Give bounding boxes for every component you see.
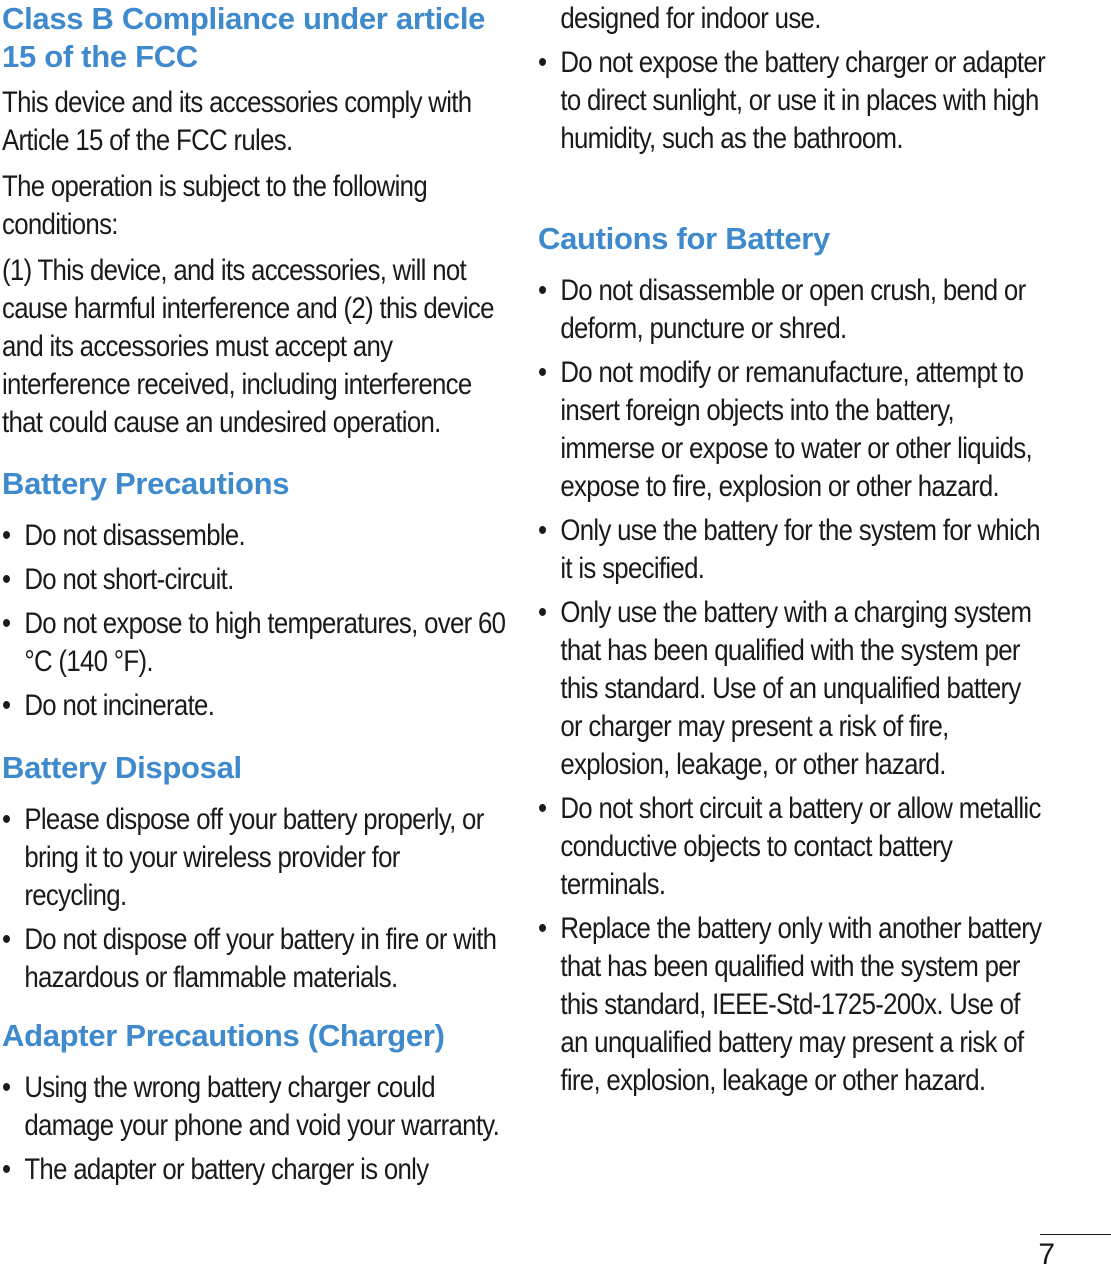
list-item [538,910,1047,1100]
bullet-icon: • [2,689,11,722]
adapter-precautions-list [2,1069,506,1189]
adapter-precautions-section [2,1017,507,1195]
cautions-for-battery-heading: Cautions for Battery [538,221,830,256]
list-item [2,1069,506,1145]
list-item [2,517,506,555]
fcc-heading: Class B Compliance under article 15 of the FCC [2,1,486,74]
list-item-text: Only use the battery with a charging system that has been qualified with the system per this standard. Use of an unqualified battery or charger may present a risk of fire, explosion, leakage, or other hazard. [560,596,1032,781]
fcc-paragraph: The operation is subject to the following conditions: [2,170,428,241]
bullet-icon: • [2,1071,11,1104]
continuation-text: designed for indoor use. [560,2,821,35]
battery-precautions-section [2,465,507,731]
list-item [2,561,506,599]
list-item-text: Only use the battery for the system for which it is specified. [560,514,1040,585]
bullet-icon: • [2,563,11,596]
list-item-text: Do not dispose off your battery in fire or with hazardous or flammable materials. [24,923,497,994]
list-item [538,272,1047,348]
page-number-rule [1040,1234,1111,1235]
list-item-text: The adapter or battery charger is only [24,1153,429,1186]
list-item [538,512,1047,588]
battery-disposal-list [2,801,506,997]
bullet-icon: • [2,803,11,836]
list-item-text: Do not disassemble or open crush, bend or deform, puncture or shred. [560,274,1026,345]
list-item [2,687,506,725]
list-item-text: Replace the battery only with another battery that has been qualified with the system per this standard, IEEE-Std-1725-200x. Use of an unqualified battery may present a risk of fire, explosion, leakage or other hazard. [560,912,1042,1097]
bullet-icon: • [538,274,547,307]
list-item [2,801,506,915]
list-item-text: Do not expose to high temperatures, over 60 °C (140 °F). [24,607,506,678]
cautions-for-battery-section [538,220,1048,1106]
list-item-text: Do not short-circuit. [24,563,234,596]
list-item [2,921,506,997]
list-item-text: Do not short circuit a battery or allow metallic conductive objects to contact battery terminals. [560,792,1041,901]
battery-disposal-heading: Battery Disposal [2,750,242,785]
adapter-precautions-heading: Adapter Precautions (Charger) [2,1018,445,1053]
list-item-text: Using the wrong battery charger could damage your phone and void your warranty. [24,1071,500,1142]
bullet-icon: • [538,792,547,825]
list-item [538,44,1047,158]
fcc-paragraph: (1) This device, and its accessories, will not cause harmful interference and (2) this device and its accessories must accept any interference received, including interference that could cause an undesired operation. [2,254,494,439]
bullet-icon: • [538,356,547,389]
list-item [538,790,1047,904]
list-item [538,354,1047,506]
list-item [2,605,506,681]
list-item-text: Do not modify or remanufacture, attempt to insert foreign objects into the battery, immerse or expose to water or other liquids, expose to fire, explosion or other hazard. [560,356,1032,503]
cautions-for-battery-list [538,272,1047,1100]
adapter-continued-list [538,44,1047,158]
fcc-section [2,0,507,450]
battery-precautions-heading: Battery Precautions [2,466,290,501]
battery-disposal-section [2,749,507,1003]
page-number: 7 [1038,1238,1055,1271]
bullet-icon: • [538,912,547,945]
bullet-icon: • [2,519,11,552]
list-item [2,1151,506,1189]
list-item [538,594,1047,784]
bullet-icon: • [538,46,547,79]
list-item-text: Do not disassemble. [24,519,246,552]
bullet-icon: • [2,607,11,640]
fcc-paragraph: This device and its accessories comply with Article 15 of the FCC rules. [2,86,472,157]
bullet-icon: • [538,514,547,547]
list-item-text: Please dispose off your battery properly, or bring it to your wireless provider for recycling. [24,803,484,912]
list-item-text: Do not expose the battery charger or adapter to direct sunlight, or use it in places with high humidity, such as the bathroom. [560,46,1045,155]
bullet-icon: • [538,596,547,629]
bullet-icon: • [2,1153,11,1186]
battery-precautions-list [2,517,506,725]
bullet-icon: • [2,923,11,956]
list-item-text: Do not incinerate. [24,689,215,722]
fcc-body [2,84,506,442]
adapter-precautions-continued [538,0,1048,164]
